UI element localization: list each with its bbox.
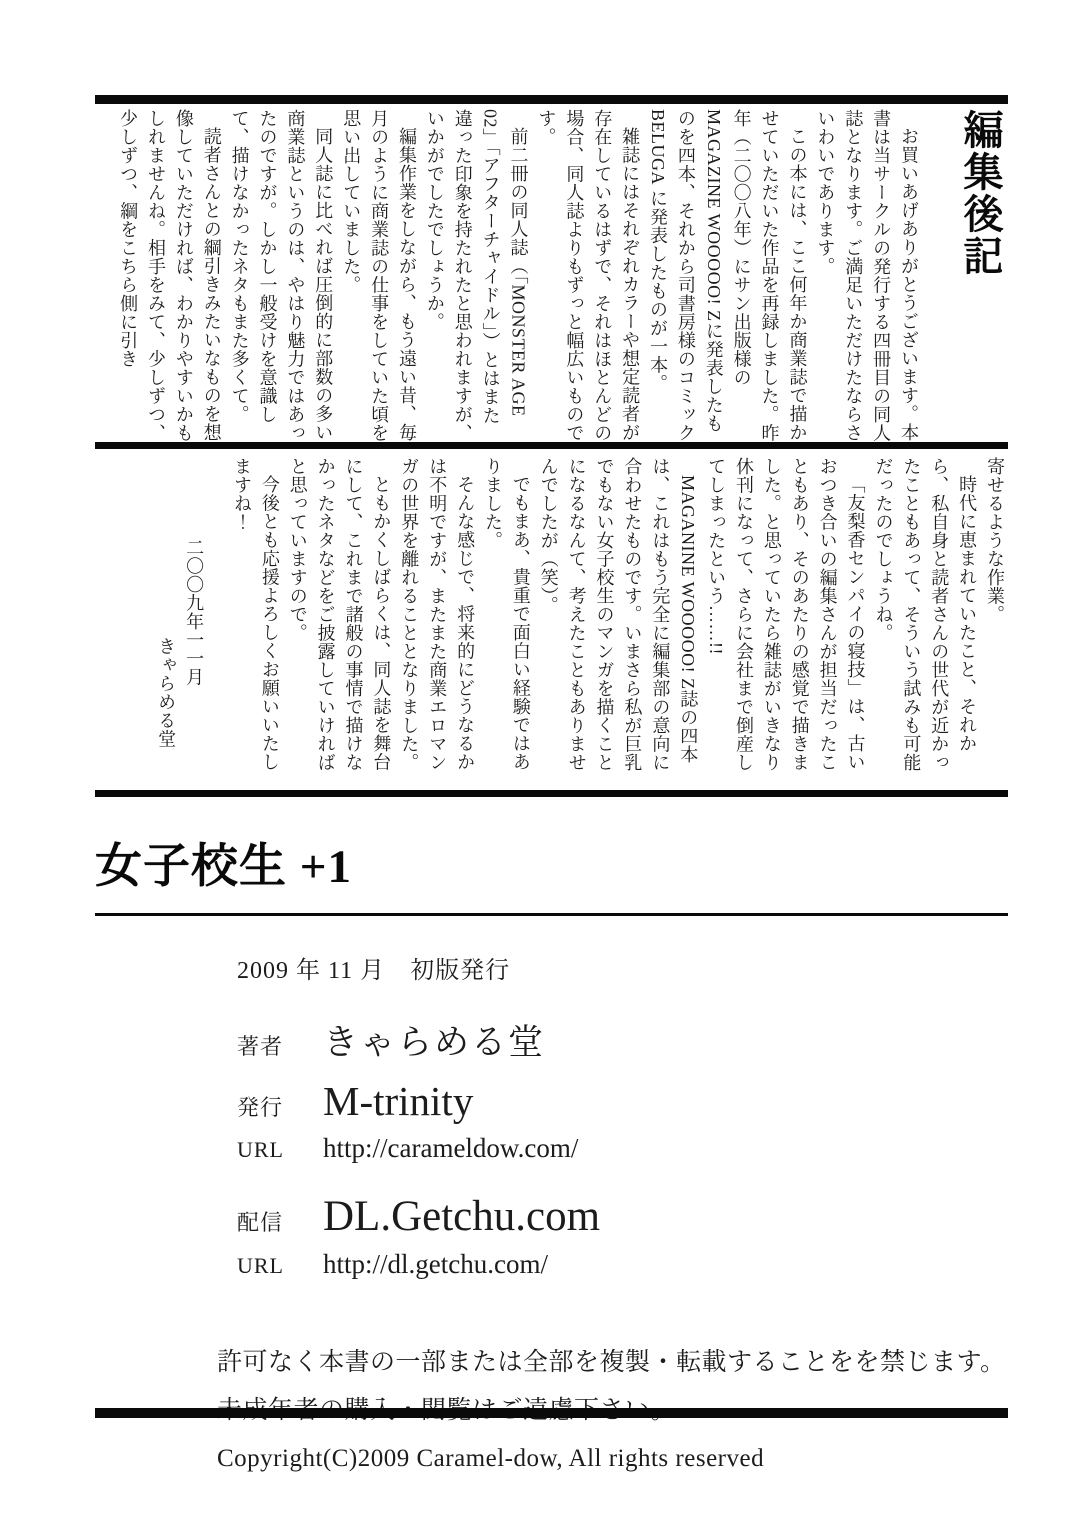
afterword-block-1: [95, 109, 1008, 442]
distribution-label: 配信: [237, 1210, 284, 1236]
afterword-paragraph: お買いあげありがとうございます。本書は当サークルの発行する四冊目の同人誌となります。ご満足いただけたならさいわいであります。: [815, 109, 919, 442]
colophon-row-publisher-url: [237, 1133, 1008, 1164]
afterword-paragraph: MAGANINE WOOOOO! Z誌の四本は、これはもう完全に編集部の意向に合わせたものです。いまさら私が巨乳でもない女子校生のマンガを描くことになるなんて、考えたこともありませんでしたが（笑）。: [538, 457, 699, 772]
url-label: URL: [237, 1137, 284, 1163]
publisher-value: M-trinity: [323, 1078, 474, 1125]
afterword-paragraph: 今後とも応援よろしくお願いいたしますね！: [231, 457, 280, 771]
author-value: きゃらめる堂: [323, 1023, 546, 1063]
legal-line-reproduction: 許可なく本書の一部または全部を複製・転載することをを禁じます。: [217, 1349, 1006, 1377]
afterword-paragraph: 読者さんとの綱引きみたいなものを想像していただければ、わかりやすいかもしれませんね。相手をみて、少しずつ、少しずつ、綱をこちら側に引き: [118, 109, 222, 442]
author-label: 著者: [237, 1034, 284, 1060]
afterword-paragraph: でもまあ、貴重で面白い経験ではありました。: [482, 457, 531, 771]
afterword-signature: きゃらめる堂: [156, 637, 177, 748]
middle-rule: [95, 442, 1008, 449]
afterword-block-2: [95, 457, 1008, 782]
afterword-paragraph: 雑誌にはそれぞれカラーや想定読者が存在しているはずで、それはほとんどの場合、同人誌よりもずっと幅広いものです。: [536, 109, 641, 442]
distribution-value: DL.Getchu.com: [323, 1193, 601, 1241]
colophon-row-distribution-url: [237, 1249, 1008, 1280]
afterword-date: 二〇〇九年一一月: [184, 538, 205, 686]
legal-line-copyright: Copyright(C)2009 Caramel-dow, All rights reserved: [217, 1444, 765, 1472]
publisher-label: 発行: [237, 1095, 284, 1121]
colophon-row-publisher: [237, 1077, 1008, 1125]
colophon: [237, 950, 1008, 1280]
afterword-paragraph: 前二冊の同人誌（「MONSTER AGE 02」「アフターチャイドル」）とはまた違った印象を持たれたと思われますが、いかがでしたでしょうか。: [424, 109, 529, 442]
colophon-row-author: [237, 1015, 1008, 1065]
colophon-row-distribution: [237, 1192, 1008, 1241]
publisher-url: http://carameldow.com/: [323, 1133, 579, 1164]
afterword-paragraph: そんな感じで、将来的にどうなるかは不明ですが、またまた商業エロマンガの世界を離れることとなりました。: [399, 457, 476, 772]
afterword-bottom-rule: [95, 790, 1008, 797]
afterword-paragraph: 「友梨香センパイの寝技」は、古いおつき合いの編集さんが担当だったこともあり、そのあたりの感覚で描きました。と思っていたら雑誌がいきなり休刊になって、さらに会社まで倒産してしまったという……!!: [706, 457, 866, 772]
edition-line: 2009 年 11 月 初版発行: [237, 958, 511, 985]
distribution-url: http://dl.getchu.com/: [323, 1249, 548, 1280]
afterword-paragraph: この本には、ここ何年か商業誌で描かせていただいた作品を再録しました。昨年（二〇〇八年）にサン出版様のMAGAZINE WOOOOO! Zに発表したものを四本、それから司書房様のコミック BELUGA に発表したものが一本。: [647, 109, 808, 442]
afterword-paragraph: 編集作業をしながら、もう遠い昔、毎月のように商業誌の仕事をしていた頃を思い出していました。: [341, 109, 417, 442]
title-rule: [95, 913, 1008, 916]
afterword-paragraph: 同人誌に比べれば圧倒的に部数の多い商業誌というのは、やはり魅力ではあったのですが。しかし一般受けを意識して、描けなかったネタもまた多くて。: [229, 109, 334, 442]
afterword-paragraph: 時代に恵まれていたこと、それから、私自身と読者さんの世代が近かったこともあって、そういう試みも可能だったのでしょうね。: [873, 457, 978, 772]
url-label: URL: [237, 1253, 284, 1279]
book-title: 女子校生 +1: [95, 841, 353, 893]
afterword-paragraph: 寄せるような作業。: [985, 457, 1005, 624]
bottom-rule: [95, 1408, 1008, 1418]
top-rule: [95, 95, 1008, 104]
afterword-paragraph: ともかくしばらくは、同人誌を舞台にして、これまで諸般の事情で描けなかったネタなどをご披露していければと思っていますので。: [287, 457, 392, 772]
afterword-title: 編集後記: [958, 109, 1003, 277]
